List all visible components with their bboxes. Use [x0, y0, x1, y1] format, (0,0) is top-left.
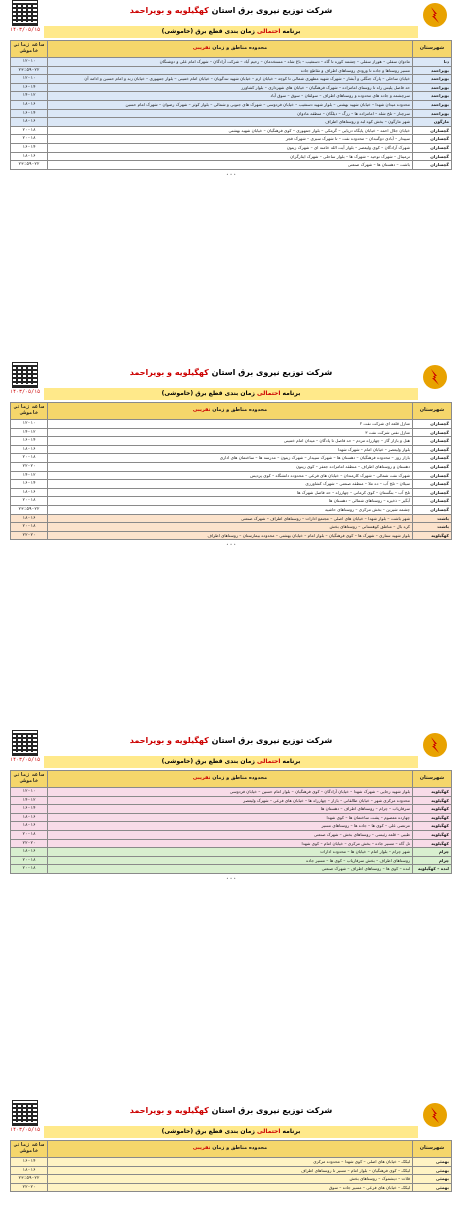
table-row	[11, 822, 452, 831]
city-cell: بویراحمد	[413, 92, 452, 101]
table-row	[11, 126, 452, 135]
table-row	[11, 480, 452, 489]
area-cell: لیکک – کوی فرهنگیان – بلوار امام – مسیر تا روستاهای اطراف	[48, 1166, 413, 1175]
city-cell: گچساران	[413, 471, 452, 480]
date-label: ۱۴۰۳/۰۵/۱۵	[10, 389, 41, 395]
table-row	[11, 420, 452, 429]
area-cell: شهرک آزادگان – کوی ولیعصر – بلوار آیت الله خامنه ای – شهرک زیتون	[48, 143, 413, 152]
company-logo-icon	[422, 732, 448, 758]
page-header	[10, 730, 452, 770]
company-title: شرکت توزیع نیروی برق استان کهگیلویه و بویراحمد	[129, 736, 333, 745]
city-cell: بویراحمد	[413, 66, 452, 75]
schedule-page-4	[10, 1100, 452, 1192]
company-title: شرکت توزیع نیروی برق استان کهگیلویه و بویراحمد	[129, 6, 333, 15]
schedule-subtitle: برنامه احتمالی زمان بندی قطع برق (خاموشی)	[44, 1126, 418, 1138]
city-cell: کهگیلویه	[413, 830, 452, 839]
table-row	[11, 445, 452, 454]
table-row	[11, 813, 452, 822]
city-cell: بهمئی	[413, 1158, 452, 1167]
table-row	[11, 1166, 452, 1175]
time-cell: ۲۲-۲۰	[11, 462, 48, 471]
qr-code-icon	[12, 0, 38, 26]
schedule-subtitle: برنامه احتمالی زمان بندی قطع برق (خاموشی)	[44, 756, 418, 768]
time-cell: ۱۶-۱۴	[11, 83, 48, 92]
qr-code-icon	[12, 1100, 38, 1126]
area-cell: ترمینال – شهرک توحید – شهرک ها – بلوار ساحلی – شهرک ایثارگران	[48, 152, 413, 161]
area-cell: لیکک – خیابان های فرعی – مسیر جاده – سوق	[48, 1183, 413, 1192]
table-row	[11, 856, 452, 865]
date-label: ۱۴۰۳/۰۵/۱۵	[10, 757, 41, 763]
city-cell: بهمئی	[413, 1166, 452, 1175]
area-cell: محدوده مرکزی شهر – خیابان طالقانی – بازار – چهارراه ها – خیابان های فرعی – شهرک ولیعصر	[48, 796, 413, 805]
city-cell: بهمئی	[413, 1175, 452, 1184]
table-row	[11, 497, 452, 506]
time-cell: ۲۰-۱۸	[11, 865, 48, 874]
area-cell: سرچنار – تلخ شله – امامزاده ها – رزگ – دیلگان – منطقه مادوان	[48, 109, 413, 118]
page-footer: • • •	[226, 542, 236, 548]
time-cell: ۱۴-۱۲	[11, 92, 48, 101]
table-row	[11, 1175, 452, 1184]
time-cell: ۱۸-۱۶	[11, 152, 48, 161]
table-row	[11, 75, 452, 84]
area-cell: بلوار ولیعصر – خیابان امام – شهرک شهدا	[48, 445, 413, 454]
table-row	[11, 152, 452, 161]
time-cell: ۱۲-۱۰	[11, 788, 48, 797]
time-cell: ۱۸-۱۶	[11, 848, 48, 857]
time-cell: ۲۳:۵۹-۲۲	[11, 505, 48, 514]
city-cell: کهگیلویه	[413, 822, 452, 831]
table-row	[11, 805, 452, 814]
table-row	[11, 109, 452, 118]
time-cell: ۱۸-۱۶	[11, 118, 48, 127]
table-row	[11, 531, 452, 540]
schedule-subtitle: برنامه احتمالی زمان بندی قطع برق (خاموشی)	[44, 388, 418, 400]
time-cell: ۱۴-۱۲	[11, 471, 48, 480]
area-cell: سیلان – تلخ آب – ده ملا – منطقه صنعتی – شهرک کشاورزی	[48, 480, 413, 489]
area-cell: چشمه شیرین – بخش مرکزی – روستاهای حاشیه	[48, 505, 413, 514]
area-cell: منازل نفتی شرکت نفت ۳	[48, 428, 413, 437]
time-cell: ۱۸-۱۶	[11, 445, 48, 454]
time-cell: ۱۸-۱۶	[11, 100, 48, 109]
col-area-header: محدوده مناطق و زمان تقریبی	[48, 41, 413, 58]
area-cell: طیبی – قلعه رئیسی – روستاهای بخش – شهرک صنعتی	[48, 830, 413, 839]
col-city-header: شهرستان	[413, 403, 452, 420]
table-row	[11, 118, 452, 127]
schedule-page-2	[10, 362, 452, 550]
time-cell: ۱۸-۱۶	[11, 822, 48, 831]
company-title: شرکت توزیع نیروی برق استان کهگیلویه و بویراحمد	[129, 368, 333, 377]
table-row	[11, 66, 452, 75]
area-cell: مسیر روستاها و جاده تا ورودی روستاهای اطراف و تقاطع جاده	[48, 66, 413, 75]
city-cell: بویراحمد	[413, 75, 452, 84]
time-cell: ۱۶-۱۴	[11, 805, 48, 814]
page-header	[10, 1100, 452, 1140]
city-cell: گچساران	[413, 505, 452, 514]
table-header-row	[11, 403, 452, 420]
table-row	[11, 92, 452, 101]
area-cell: شهر مارگون – بخش کوه لبه و روستاهای اطراف	[48, 118, 413, 127]
time-cell: ۱۶-۱۴	[11, 1158, 48, 1167]
city-cell: گچساران	[413, 480, 452, 489]
area-cell: کره بال – مناطق کوهستانی – روستاهای بخش	[48, 523, 413, 532]
time-cell: ۲۰-۱۸	[11, 126, 48, 135]
area-cell: شهر چرام – بلوار امام – خیابان ها – محدوده ادارات	[48, 848, 413, 857]
city-cell: کهگیلویه	[413, 788, 452, 797]
page-footer: • • •	[226, 875, 236, 881]
schedule-page-1	[10, 0, 452, 180]
table-row	[11, 796, 452, 805]
table-row	[11, 100, 452, 109]
city-cell: گچساران	[413, 428, 452, 437]
schedule-table	[10, 40, 452, 170]
table-row	[11, 1183, 452, 1192]
page-header	[10, 0, 452, 40]
time-cell: ۱۸-۱۶	[11, 488, 48, 497]
time-cell: ۲۳:۵۹-۲۲	[11, 1175, 48, 1184]
time-cell: ۱۲-۱۰	[11, 75, 48, 84]
city-cell: باشت	[413, 523, 452, 532]
area-cell: شهرک نفت شمالی – شهرک کارمندان – خیابان های فرعی – محدوده دانشگاه – کوی پردیس	[48, 471, 413, 480]
table-header-row	[11, 771, 452, 788]
area-cell: حد فاصل پلیس راه تا روستای امامزاده – شهرک فرهنگیان – خیابان های شهرداری – بلوار کشاورز	[48, 83, 413, 92]
city-cell: چرام	[413, 848, 452, 857]
schedule-table	[10, 770, 452, 874]
table-row	[11, 839, 452, 848]
area-cell: سپیدار – آبادی دوگنبدان – محدوده نفت – تا شهرک سبزی – شهرک فجر	[48, 135, 413, 144]
schedule-table	[10, 1140, 452, 1192]
table-row	[11, 462, 452, 471]
city-cell: کهگیلویه	[413, 839, 452, 848]
area-cell: لنده – کوی ها – روستاهای اطراف – شهرک صنعتی	[48, 865, 413, 874]
city-cell: گچساران	[413, 454, 452, 463]
city-cell: گچساران	[413, 488, 452, 497]
time-cell: ۲۲-۲۰	[11, 839, 48, 848]
time-cell: ۲۰-۱۸	[11, 830, 48, 839]
company-logo-icon	[422, 2, 448, 28]
schedule-page-3	[10, 730, 452, 884]
city-cell: گچساران	[413, 135, 452, 144]
table-row	[11, 523, 452, 532]
time-cell: ۲۰-۱۸	[11, 523, 48, 532]
col-city-header: شهرستان	[413, 41, 452, 58]
area-cell: خیابان ساحلی – پارک جنگلی و آبشار – شهرک شهید مطهری شمالی تا کوچه – خیابان ارم – خیابان شهید تندگویان – خیابان امام خمینی – بلوار جمهوری – خیابان زند و امام حسین و ادامه آن	[48, 75, 413, 84]
city-cell: بهمئی	[413, 1183, 452, 1192]
city-cell: بویراحمد	[413, 109, 452, 118]
time-cell: ۲۳:۵۹-۲۲	[11, 66, 48, 75]
table-row	[11, 788, 452, 797]
page-footer: • • •	[226, 171, 236, 177]
schedule-subtitle: برنامه احتمالی زمان بندی قطع برق (خاموشی)	[44, 26, 418, 38]
time-cell: ۱۴-۱۲	[11, 428, 48, 437]
area-cell: تلخ آب – بنگستان – کوی کرمانی – چهارراه – حد فاصل شهرک ها	[48, 488, 413, 497]
area-cell: تل گاه – مسیر جاده – بخش مرکزی – خیابان امام – کوی شهدا	[48, 839, 413, 848]
col-time-header: ساعت زمانی خاموشی	[11, 1141, 48, 1158]
time-cell: ۱۸-۱۶	[11, 1166, 48, 1175]
table-row	[11, 1158, 452, 1167]
time-cell: ۱۶-۱۴	[11, 437, 48, 446]
city-cell: مارگون	[413, 118, 452, 127]
area-cell: شهر باشت – بلوار شهدا – خیابان های اصلی – مجتمع ادارات – روستاهای اطراف – شهرک صنعتی	[48, 514, 413, 523]
area-cell: مادوان سفلی – هوراز سفلی – چشمه کوره تا گاه – دستغیب – باغ شاه – مستخدمان – رحیم آباد – شرکت آزادگان – شهرک امام علی و دوشنگان	[48, 58, 413, 67]
table-row	[11, 505, 452, 514]
date-label: ۱۴۰۳/۰۵/۱۵	[10, 1127, 41, 1133]
time-cell: ۲۰-۱۸	[11, 856, 48, 865]
time-cell: ۲۰-۱۸	[11, 497, 48, 506]
time-cell: ۱۶-۱۴	[11, 480, 48, 489]
city-cell: چرام	[413, 856, 452, 865]
table-row	[11, 848, 452, 857]
col-area-header: محدوده مناطق و زمان تقریبی	[48, 403, 413, 420]
city-cell: گچساران	[413, 462, 452, 471]
area-cell: منازل قلعه ای شرکت نفت ۲	[48, 420, 413, 429]
col-area-header: محدوده مناطق و زمان تقریبی	[48, 1141, 413, 1158]
time-cell: ۲۰-۱۸	[11, 454, 48, 463]
area-cell: دهستان و روستاهای اطراف – منطقه امامزاده جعفر – کوی زیتون	[48, 462, 413, 471]
area-cell: سرچشمه و جاده های محدوده و روستاهای اطراف – سولقان – سوق – سوق آباد	[48, 92, 413, 101]
time-cell: ۱۸-۱۶	[11, 514, 48, 523]
page-header	[10, 362, 452, 402]
area-cell: محدوده میدان شهدا – خیابان شهید بهشتی – بلوار شهید دستغیب – خیابان فردوسی – شهرک های جنوبی و شمالی – بلوار کوثر – شهرک رضوان – شهرک امام حسین	[48, 100, 413, 109]
time-cell: ۲۲-۲۰	[11, 1183, 48, 1192]
city-cell: لنده – کهگیلویه	[413, 865, 452, 874]
col-time-header: ساعت زمانی خاموشی	[11, 771, 48, 788]
company-logo-icon	[422, 364, 448, 390]
area-cell: سرفاریاب – چرام – روستاهای اطراف – دهستان ها	[48, 805, 413, 814]
qr-code-icon	[12, 362, 38, 388]
date-label: ۱۴۰۳/۰۵/۱۵	[10, 27, 41, 33]
table-row	[11, 143, 452, 152]
col-city-header: شهرستان	[413, 1141, 452, 1158]
area-cell: خیابان جلال احمد – خیابان پایگاه دریایی – گرمکی – بلوار جمهوری – کوی فرهنگیان – خیابان شهید بهشتی	[48, 126, 413, 135]
table-row	[11, 471, 452, 480]
city-cell: باشت	[413, 514, 452, 523]
city-cell: گچساران	[413, 497, 452, 506]
area-cell: چهارده معصوم – پشت ساختمان ها – کوی شهدا	[48, 813, 413, 822]
table-row	[11, 865, 452, 874]
table-row	[11, 83, 452, 92]
schedule-table	[10, 402, 452, 540]
area-cell: باشت – دهستان ها – شهرک صنعتی	[48, 161, 413, 170]
col-time-header: ساعت زمانی خاموشی	[11, 41, 48, 58]
area-cell: بلوار شهید رجایی – شهرک شهدا – خیابان آزادگان – کوی فرهنگیان – بلوار امام حسین – خیابان فردوسی	[48, 788, 413, 797]
table-header-row	[11, 1141, 452, 1158]
city-cell: دنا	[413, 58, 452, 67]
city-cell: کهگیلویه	[413, 796, 452, 805]
table-row	[11, 135, 452, 144]
col-time-header: ساعت زمانی خاموشی	[11, 403, 48, 420]
table-row	[11, 514, 452, 523]
city-cell: گچساران	[413, 445, 452, 454]
area-cell: بلوار شهید ستاری – شهرک ها – کوی فرهنگیان – بلوار امام – خیابان بهشتی – محدوده بیمارستان – روستاهای اطراف	[48, 531, 413, 540]
area-cell: لیکک – خیابان های اصلی – کوی شهدا – محدوده مرکزی	[48, 1158, 413, 1167]
time-cell: ۱۲-۱۰	[11, 58, 48, 67]
city-cell: گچساران	[413, 152, 452, 161]
table-row	[11, 161, 452, 170]
area-cell: بازار روز – محدوده فرهنگیان – دهستان ها – شهرک سپیدار – شهرک زیتون – مدرسه ها – ساختمان های اداری	[48, 454, 413, 463]
city-cell: کهگیلویه	[413, 531, 452, 540]
time-cell: ۱۶-۱۴	[11, 143, 48, 152]
city-cell: بویراحمد	[413, 100, 452, 109]
city-cell: بویراحمد	[413, 83, 452, 92]
table-row	[11, 488, 452, 497]
time-cell: ۱۲-۱۰	[11, 420, 48, 429]
area-cell: مرتضی علی – کوی ها – جاده ها – روستاهای مسیر	[48, 822, 413, 831]
time-cell: ۱۶-۱۴	[11, 109, 48, 118]
table-row	[11, 454, 452, 463]
time-cell: ۲۳:۵۹-۲۲	[11, 161, 48, 170]
time-cell: ۱۸-۱۶	[11, 813, 48, 822]
city-cell: گچساران	[413, 420, 452, 429]
time-cell: ۲۲-۲۰	[11, 531, 48, 540]
city-cell: گچساران	[413, 437, 452, 446]
area-cell: آبگیر – ذخیره – روستاهای شمالی – دهستان ها	[48, 497, 413, 506]
area-cell: روستاهای اطراف – بخش سرفاریاب – کوی ها – مسیر جاده	[48, 856, 413, 865]
city-cell: گچساران	[413, 126, 452, 135]
table-row	[11, 437, 452, 446]
table-row	[11, 830, 452, 839]
company-logo-icon	[422, 1102, 448, 1128]
area-cell: هتل و بازار گاز – چهارراه مردم – حد فاصل تا پادگان – میدان امام خمینی	[48, 437, 413, 446]
table-row	[11, 58, 452, 67]
col-city-header: شهرستان	[413, 771, 452, 788]
city-cell: گچساران	[413, 161, 452, 170]
time-cell: ۲۰-۱۸	[11, 135, 48, 144]
city-cell: گچساران	[413, 143, 452, 152]
area-cell: قلات – دیشموک – روستاهای بخش	[48, 1175, 413, 1184]
col-area-header: محدوده مناطق و زمان تقریبی	[48, 771, 413, 788]
table-row	[11, 428, 452, 437]
qr-code-icon	[12, 730, 38, 756]
table-header-row	[11, 41, 452, 58]
time-cell: ۱۴-۱۲	[11, 796, 48, 805]
company-title: شرکت توزیع نیروی برق استان کهگیلویه و بویراحمد	[129, 1106, 333, 1115]
city-cell: کهگیلویه	[413, 805, 452, 814]
city-cell: کهگیلویه	[413, 813, 452, 822]
